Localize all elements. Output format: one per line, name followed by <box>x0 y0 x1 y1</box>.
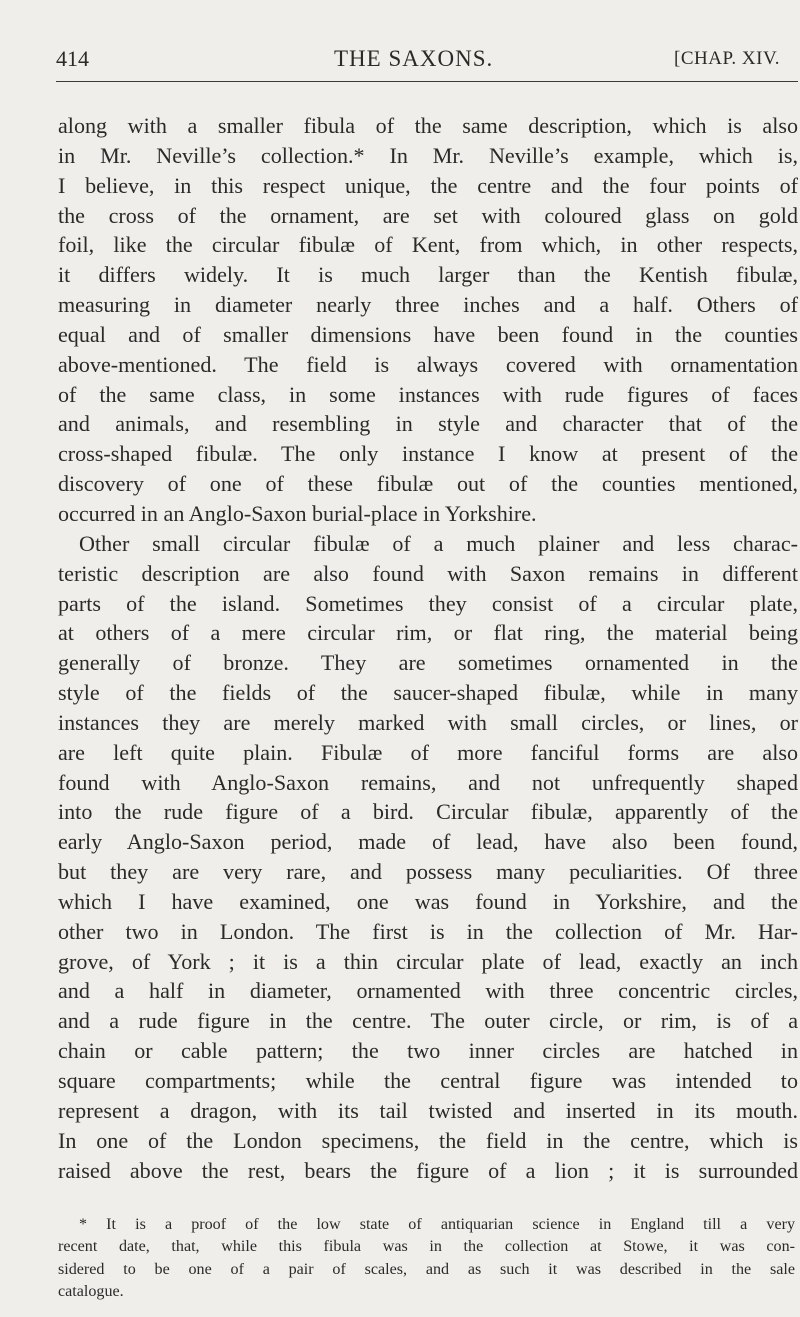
text-line: chain or cable pattern; the two inner circles are hatched in <box>58 1038 798 1064</box>
text-line: and a rude figure in the centre. The outer circle, or rim, is of a <box>58 1008 798 1034</box>
footnote-line: recent date, that, while this fibula was in the collection at Stowe, it was con- <box>58 1238 795 1256</box>
header-rule <box>56 81 798 82</box>
text-line: discovery of one of these fibulæ out of the counties mentioned, <box>58 471 798 497</box>
text-line: instances they are merely marked with small circles, or lines, or <box>58 709 798 735</box>
text-line: measuring in diameter nearly three inches and a half. Others of <box>58 292 798 318</box>
text-line: at others of a mere circular rim, or flat ring, the material being <box>58 620 798 646</box>
footnote-line: catalogue. <box>58 1283 124 1301</box>
footnote-line: * It is a proof of the low state of antiquarian science in England till a very <box>79 1216 795 1233</box>
text-line: are left quite plain. Fibulæ of more fanciful forms are also <box>58 739 798 765</box>
text-line: I believe, in this respect unique, the centre and the four points of <box>58 172 798 198</box>
text-line: grove, of York ; it is a thin circular plate of lead, exactly an inch <box>58 948 798 974</box>
text-line: style of the fields of the saucer-shaped fibulæ, while in many <box>58 680 798 706</box>
chapter-reference: [CHAP. XIV. <box>674 48 780 69</box>
text-line: occurred in an Anglo-Saxon burial-place in Yorkshire. <box>58 500 537 526</box>
text-line: other two in London. The first is in the collection of Mr. Har- <box>58 918 798 944</box>
text-line: square compartments; while the central figure was intended to <box>58 1068 798 1093</box>
text-line: equal and of smaller dimensions have been found in the counties <box>58 321 798 347</box>
text-line: into the rude figure of a bird. Circular fibulæ, apparently of the <box>58 799 798 825</box>
text-line: of the same class, in some instances with rude figures of faces <box>58 381 798 407</box>
text-line: parts of the island. Sometimes they consist of a circular plate, <box>58 590 798 616</box>
text-line: but they are very rare, and possess many peculiarities. Of three <box>58 859 798 885</box>
text-line: and animals, and resembling in style and character that of the <box>58 411 798 437</box>
text-line: which I have examined, one was found in Yorkshire, and the <box>58 888 798 914</box>
text-line: above-mentioned. The field is always covered with ornamentation <box>58 351 798 377</box>
text-line: the cross of the ornament, are set with coloured glass on gold <box>58 202 798 228</box>
page-header <box>56 46 798 86</box>
text-line: foil, like the circular fibulæ of Kent, from which, in other respects, <box>58 232 798 258</box>
text-line: found with Anglo-Saxon remains, and not unfrequently shaped <box>58 769 798 795</box>
body-text <box>58 111 798 1185</box>
text-line: early Anglo-Saxon period, made of lead, have also been found, <box>58 829 798 855</box>
text-line: in Mr. Neville’s collection.* In Mr. Neville’s example, which is, <box>58 142 798 168</box>
text-line: Other small circular fibulæ of a much plainer and less charac- <box>79 530 798 556</box>
text-line: cross-shaped fibulæ. The only instance I know at present of the <box>58 441 798 467</box>
page-number: 414 <box>56 46 89 71</box>
footnote-line: sidered to be one of a pair of scales, and as such it was described in the sale <box>58 1260 795 1278</box>
text-line: represent a dragon, with its tail twisted and inserted in its mouth. <box>58 1097 798 1123</box>
text-line: raised above the rest, bears the figure of a lion ; it is surrounded <box>58 1157 798 1183</box>
text-line: In one of the London specimens, the field in the centre, which is <box>58 1127 798 1153</box>
text-line: teristic description are also found with Saxon remains in different <box>58 560 798 586</box>
text-line: it differs widely. It is much larger than the Kentish fibulæ, <box>58 262 798 288</box>
text-line: and a half in diameter, ornamented with three concentric circles, <box>58 978 798 1004</box>
text-line: along with a smaller fibula of the same description, which is also <box>58 113 798 138</box>
text-line: generally of bronze. They are sometimes ornamented in the <box>58 650 798 676</box>
footnote <box>58 1214 795 1304</box>
running-title: THE SAXONS. <box>334 46 494 71</box>
